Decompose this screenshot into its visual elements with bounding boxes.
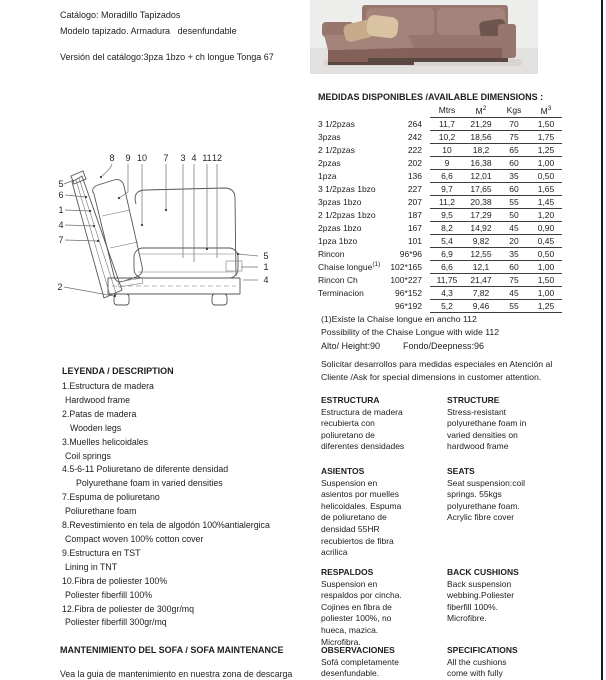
dimension-cell: 242 — [407, 131, 422, 142]
dimension-row — [318, 130, 562, 143]
dimension-cell: 0,90 — [530, 221, 562, 234]
legend-line: 4.5-6-11 Poliuretano de diferente densidad — [62, 464, 229, 475]
diagram-label: 4 — [263, 275, 269, 285]
dimension-cell: 102*165 — [390, 261, 422, 272]
dimension-cell: 264 — [407, 118, 422, 129]
dimension-row — [318, 169, 562, 182]
dimension-cell: 1,65 — [530, 182, 562, 195]
dimension-cell: 1pza 1bzo — [318, 235, 358, 246]
dimension-row — [318, 208, 562, 221]
dimension-cell: 11,2 — [430, 195, 464, 208]
dimension-cell: 207 — [407, 196, 422, 207]
dimension-cell: 227 — [407, 183, 422, 194]
legend-lines — [62, 380, 322, 630]
spec-line: diferentes densidades — [321, 441, 405, 452]
dimension-cell: 20,38 — [464, 195, 498, 208]
dimension-cell: 3 1/2pzas 1bzo — [318, 183, 376, 194]
dimension-cell: 45 — [498, 286, 530, 299]
spec-title: OBSERVACIONES — [321, 645, 395, 655]
diagram-label: 8 — [109, 153, 115, 163]
dimension-cell: 2 1/2pzas 1bzo — [318, 209, 376, 220]
diagram-label: 1 — [263, 262, 269, 272]
sofa-section-diagram — [30, 140, 280, 315]
dimension-cell: 2pzas — [318, 157, 341, 168]
dimension-cell: 18,56 — [464, 130, 498, 143]
diagram-label: 7 — [163, 153, 169, 163]
dimension-cell: 1,20 — [530, 208, 562, 221]
dimensions-column-header: $M^3$ — [530, 104, 562, 117]
dimension-cell: 100*227 — [390, 274, 422, 285]
dimension-cell: 65 — [498, 143, 530, 156]
dimension-row — [318, 182, 562, 195]
legend-title: LEYENDA / DESCRIPTION — [62, 366, 174, 376]
dimension-row — [318, 247, 562, 260]
diagram-shapes — [64, 164, 258, 305]
maintenance-body: Vea la guia de mantenimiento en nuestra zona de descarga — [60, 669, 293, 679]
dimension-cell: 9,5 — [430, 208, 464, 221]
table-footnote — [321, 313, 499, 338]
dimension-cell: Chaise longue$^{(1)}$ — [318, 261, 381, 272]
dimension-cell: 70 — [498, 117, 530, 130]
legend-line: 1.Estructura de madera — [62, 381, 154, 391]
spec-line: densidad 55HR — [321, 523, 380, 534]
dimension-cell: 136 — [407, 170, 422, 181]
spec-title: BACK CUSHIONS — [447, 567, 519, 577]
spec-line: poliuretano de — [321, 429, 375, 440]
dimension-row — [318, 299, 562, 312]
diagram-label: 3 — [180, 153, 186, 163]
dimensions-table — [318, 104, 562, 313]
spec-section-en — [447, 567, 567, 625]
dimension-cell: 1,00 — [530, 286, 562, 299]
dimension-cell: 3pzas — [318, 131, 341, 142]
spec-line: Back suspension — [447, 578, 512, 589]
dimension-cell: 1,25 — [530, 299, 562, 312]
legend-line: 8.Revestimiento en tela de algodón 100%antialergica — [62, 520, 270, 531]
dimension-row — [318, 117, 562, 130]
spec-line: varied densities on — [447, 429, 518, 440]
maintenance-title: MANTENIMIENTO DEL SOFA / SOFA MAINTENANCE — [60, 645, 284, 655]
dimension-cell: 12,1 — [464, 260, 498, 273]
spec-line: springs. 55kgs — [447, 489, 502, 500]
spec-line: respaldos por cincha. — [321, 590, 402, 601]
dimension-cell: 45 — [498, 221, 530, 234]
spec-section-es — [321, 395, 441, 453]
dimension-cell: 96*192 — [395, 300, 422, 311]
legend-line: Lining in TNT — [65, 561, 118, 572]
depth-label: Fondo/Deepness:96 — [403, 341, 485, 351]
spec-line: Microfibre. — [447, 613, 487, 624]
dimension-cell: 3pzas 1bzo — [318, 196, 362, 207]
dimension-cell: 222 — [407, 144, 422, 155]
dimension-cell: 5,4 — [430, 234, 464, 247]
footnote-line: (1)Existe la Chaise longue en ancho 112 — [321, 314, 477, 324]
dimension-cell: Rincon — [318, 248, 345, 259]
dimension-cell: 4,3 — [430, 286, 464, 299]
spec-title: STRUCTURE — [447, 395, 500, 405]
spec-section-es — [321, 466, 441, 559]
spec-line: fiberfill 100%. — [447, 601, 499, 612]
dimension-cell: 3 1/2pzas — [318, 118, 355, 129]
dimension-cell: 21,47 — [464, 273, 498, 286]
spec-line: recubiertos de fibra — [321, 535, 394, 546]
dimension-cell: 12,55 — [464, 247, 498, 260]
dimension-cell: 75 — [498, 273, 530, 286]
dimension-cell: 7,82 — [464, 286, 498, 299]
dimension-cell: 21,29 — [464, 117, 498, 130]
note-line: Cliente /Ask for special dimensions in customer attention. — [321, 372, 542, 382]
dimensions-head-row — [318, 104, 562, 117]
dimension-cell: 35 — [498, 169, 530, 182]
legend-line: 12.Fibra de poliester de 300gr/mq — [62, 603, 195, 614]
dimension-cell: 1,50 — [530, 117, 562, 130]
spec-line: Suspension en — [321, 477, 378, 488]
diagram-label: 4 — [191, 153, 197, 163]
dimension-cell: 17,29 — [464, 208, 498, 221]
dimension-cell: 16,38 — [464, 156, 498, 169]
catalog-version-line: Versión del catálogo:3pza 1bzo + ch longue Tonga 67 — [60, 52, 274, 62]
dimension-cell: 8,2 — [430, 221, 464, 234]
dimension-cell: 20 — [498, 234, 530, 247]
spec-section-es — [321, 567, 441, 648]
dimension-cell: 1,45 — [530, 195, 562, 208]
dimension-row — [318, 260, 562, 273]
dimension-row — [318, 273, 562, 286]
dimension-cell: 17,65 — [464, 182, 498, 195]
dimension-cell: 9,82 — [464, 234, 498, 247]
dimension-cell: 1,50 — [530, 273, 562, 286]
dimension-cell: 9,46 — [464, 299, 498, 312]
spec-line: Sofá completamente — [321, 656, 399, 667]
catalog-title-line: Catálogo: Moradillo Tapizados — [60, 10, 181, 20]
dimension-cell — [318, 299, 390, 312]
dimension-cell: 2pzas 1bzo — [318, 222, 362, 233]
dimension-cell: 14,92 — [464, 221, 498, 234]
dimension-cell: 187 — [407, 209, 422, 220]
dimension-row — [318, 234, 562, 247]
dimension-cell: 5,2 — [430, 299, 464, 312]
spec-title: ASIENTOS — [321, 466, 365, 476]
spec-title: SEATS — [447, 466, 475, 476]
dimension-cell: 10,2 — [430, 130, 464, 143]
spec-line: webbing.Poliester — [447, 590, 515, 601]
spec-line: Stress-resistant — [447, 406, 507, 417]
legend-line: Poliester fiberfill 100% — [65, 589, 153, 600]
dimension-cell: 0,50 — [530, 247, 562, 260]
legend-line: 9.Estructura en TST — [62, 547, 141, 558]
dimension-cell: 167 — [407, 222, 422, 233]
dimension-cell: 202 — [407, 157, 422, 168]
spec-line: asientos por muelles — [321, 489, 399, 500]
spec-line: Acrylic fibre cover — [447, 512, 515, 523]
dimension-row — [318, 143, 562, 156]
dimension-cell: 0,50 — [530, 169, 562, 182]
dimension-cell: 1,25 — [530, 143, 562, 156]
spec-line: hardwood frame — [447, 441, 509, 452]
dimensions-title: MEDIDAS DISPONIBLES /AVAILABLE DIMENSIONS : — [318, 92, 544, 102]
dimension-cell: 9 — [430, 156, 464, 169]
dimension-cell: 0,45 — [530, 234, 562, 247]
page-edge-line — [601, 0, 603, 680]
legend-line: Hardwood frame — [65, 394, 131, 405]
dimension-row — [318, 286, 562, 299]
dimension-cell: 60 — [498, 156, 530, 169]
diagram-label: 5 — [58, 179, 64, 189]
dimension-cell: 50 — [498, 208, 530, 221]
dimension-cell: 96*96 — [399, 248, 422, 259]
legend-line: Coil springs — [65, 450, 111, 461]
diagram-label: 10 — [136, 153, 148, 163]
legend-line: Poliurethane foam — [65, 506, 137, 517]
legend-line: Wooden legs — [70, 422, 122, 433]
dimension-cell: 1pza — [318, 170, 337, 181]
spec-line: recubierta con — [321, 418, 375, 429]
dimension-cell: 55 — [498, 195, 530, 208]
spec-line: All the cushions — [447, 656, 507, 667]
dimension-cell: 18,2 — [464, 143, 498, 156]
spec-title: ESTRUCTURA — [321, 395, 380, 405]
dimension-row — [318, 221, 562, 234]
dimension-cell: 35 — [498, 247, 530, 260]
spec-title: RESPALDOS — [321, 567, 374, 577]
diagram-label: 9 — [125, 153, 131, 163]
spec-line: Seat suspension:coil — [447, 477, 525, 488]
dimension-cell: 75 — [498, 130, 530, 143]
dimension-cell: 11,7 — [430, 117, 464, 130]
dimension-cell: 12,01 — [464, 169, 498, 182]
dimension-cell: 101 — [407, 235, 422, 246]
diagram-label: 2 — [57, 282, 63, 292]
spec-line: hueca, mazica. — [321, 624, 379, 635]
sofa-photo — [310, 0, 538, 74]
spec-line: helicoidales. Espuma — [321, 500, 402, 511]
diagram-label: 6 — [58, 190, 64, 200]
spec-line: Suspension en — [321, 578, 378, 589]
dimension-cell: 1,00 — [530, 156, 562, 169]
spec-line: Estructura de madera — [321, 406, 403, 417]
legend-line: 10.Fibra de poliester 100% — [62, 575, 168, 586]
dimension-cell: 11,75 — [430, 273, 464, 286]
dimension-row — [318, 156, 562, 169]
spec-line: de poliuretano de — [321, 512, 387, 523]
spec-line: Microfibra. — [321, 636, 361, 647]
special-dimensions-note — [321, 358, 552, 384]
spec-section-es — [321, 645, 441, 680]
diagram-label: 7 — [58, 235, 64, 245]
legend-line: Polyurethane foam in varied densities — [76, 478, 223, 489]
spec-line: polyurethane foam. — [447, 500, 520, 511]
spec-line: Cojines en fibra de — [321, 601, 392, 612]
dimension-cell: 6,6 — [430, 169, 464, 182]
dimension-cell: 6,6 — [430, 260, 464, 273]
legend-line: 2.Patas de madera — [62, 408, 137, 419]
diagram-label: 12 — [211, 153, 223, 163]
dimension-row — [318, 195, 562, 208]
dimensions-table-body — [318, 117, 562, 312]
dimension-cell: 6,9 — [430, 247, 464, 260]
dimension-cell: 9,7 — [430, 182, 464, 195]
legend-line: Compact woven 100% cotton cover — [65, 533, 204, 544]
dimension-cell: 60 — [498, 260, 530, 273]
dimension-cell: 2 1/2pzas — [318, 144, 355, 155]
dimension-cell: 96*152 — [395, 287, 422, 298]
dimensions-column-header: Kgs — [498, 104, 530, 117]
legend-line: 7.Espuma de poliuretano — [62, 492, 160, 503]
spec-title: SPECIFICATIONS — [447, 645, 518, 655]
diagram-label: 1 — [58, 205, 64, 215]
dimension-cell: 1,00 — [530, 260, 562, 273]
dimension-cell: Rincon Ch — [318, 274, 358, 285]
spec-line: desenfundable. — [321, 668, 380, 679]
height-label: Alto/ Height:90 — [321, 341, 381, 351]
dimension-cell: 10 — [430, 143, 464, 156]
footnote-line: Possibility of the Chaise Longue with wide 112 — [321, 326, 500, 337]
spec-section-en — [447, 645, 567, 680]
note-line: Solicitar desarrollos para medidas especiales en Atención al — [321, 359, 553, 369]
spec-section-en — [447, 466, 567, 524]
spec-line: poliester 100%, no — [321, 613, 392, 624]
dimensions-column-header: Mtrs — [430, 104, 464, 117]
dimension-cell: Terminacion — [318, 287, 364, 298]
diagram-label: 4 — [58, 220, 64, 230]
dimension-cell: 1,75 — [530, 130, 562, 143]
model-line: Modelo tapizado. Armadura desenfundable — [60, 26, 237, 36]
spec-line: acrilica — [321, 547, 348, 558]
dimensions-column-header: $M^2$ — [464, 104, 498, 117]
dimension-cell: 60 — [498, 182, 530, 195]
diagram-label: 11 — [202, 153, 212, 163]
diagram-label: 5 — [263, 251, 269, 261]
spec-section-en — [447, 395, 567, 453]
legend-line: 3.Muelles helicoidales — [62, 436, 149, 447]
spec-line: come with fully — [447, 668, 503, 679]
spec-line: polyurethane foam in — [447, 418, 527, 429]
dimension-cell: 55 — [498, 299, 530, 312]
legend-line: Poliester fiberfill 300gr/mq — [65, 617, 167, 628]
